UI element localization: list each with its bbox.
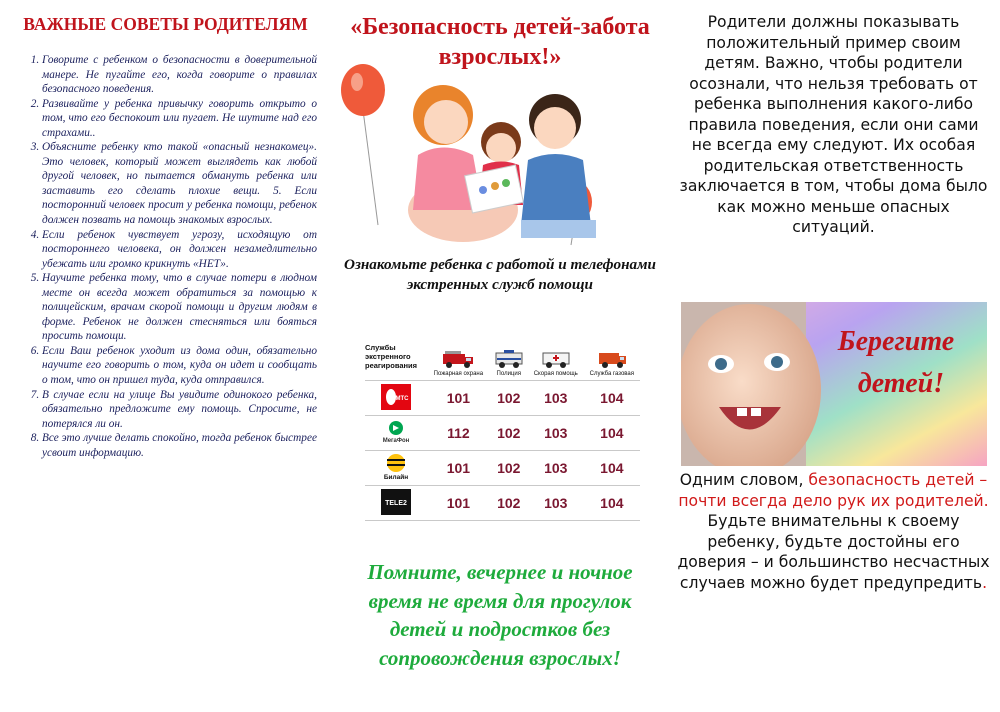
phone-number: 103 (528, 416, 584, 451)
column-header-fire: Пожарная охрана (427, 333, 490, 381)
column-header-police: Полиция (490, 333, 528, 381)
table-header-row (365, 333, 640, 381)
phone-number: 101 (427, 381, 490, 416)
tip-item: 4. Если ребенок чувствует угрозу, исходящую от постороннего человека, он должен незамедлительно убежать или громко крикнуть «НЕТ». (42, 228, 317, 272)
tips-title: ВАЖНЫЕ СОВЕТЫ РОДИТЕЛЯМ (23, 14, 308, 34)
svg-text:Билайн: Билайн (383, 473, 409, 481)
banner-line-2: детей! (857, 368, 945, 399)
phone-number: 112 (427, 416, 490, 451)
megafon-logo-icon (376, 419, 416, 445)
table-row (365, 486, 640, 521)
mts-logo-icon (381, 384, 411, 410)
family-illustration (333, 60, 667, 250)
right-column (667, 0, 1000, 712)
parents-example-text: Родители должны показывать положительный пример своим детям. Важно, чтобы родители осознали, что нельзя требовать от ребенка выполнения какого-либо правила поведения, если они сами не всегда ему следуют. Их особая родительская ответственность заключается в том, чтобы дома было как можно меньше опасных ситуаций. (679, 13, 988, 236)
left-column (0, 0, 333, 712)
tip-item: 6. Если Ваш ребенок уходит из дома один, обязательно научите его говорить о том, куда он идет и сообщать о том, что он пришел туда, куда отправился. (42, 344, 317, 388)
operator-tele2 (365, 486, 427, 521)
emergency-table (365, 333, 640, 521)
phone-number: 104 (584, 451, 640, 486)
column-header-gas: Служба газовая (584, 333, 640, 381)
evening-reminder: Помните, вечернее и ночное время не время для прогулок детей и подростков без сопровождения взрослых! (367, 560, 633, 670)
phone-number: 102 (490, 486, 528, 521)
tip-item: 2. Развивайте у ребенка привычку говорить открыто о том, что его беспокоит или пугает. Не шутите над его страхами.. (42, 97, 317, 141)
tip-item: 8. Все это лучше делать спокойно, тогда ребенок быстрее усвоит информацию. (42, 431, 317, 460)
tip-item: 5. Научите ребенка тому, что в случае потери в людном месте он всегда может обратиться за помощью к полицейским, врачам скорой помощи и другим людям в форме. Ребенок не должен стесняться или бояться просить помощи. (42, 271, 317, 344)
brochure-title: «Безопасность детей-забота взрослых!» (350, 14, 650, 70)
tele2-logo-icon (381, 489, 411, 515)
column-header-ambulance: Скорая помощь (528, 333, 584, 381)
operator-megafon (365, 416, 427, 451)
table-row (365, 451, 640, 486)
banner-line-1: Берегите (837, 326, 955, 357)
tip-item: 3. Объясните ребенку кто такой «опасный незнакомец». Это человек, который может выглядеть как любой другой человек, но пытается обмануть ребенка или заставить его сделать плохие вещи. 5. Если посторонний человек просит у ребенка помощи, ребенок должен позвать на помощь знакомых взрослых. (42, 140, 317, 227)
operator-mts (365, 381, 427, 416)
table-row (365, 381, 640, 416)
ambulance-icon (541, 349, 571, 369)
phone-number: 102 (490, 381, 528, 416)
phone-number: 102 (490, 416, 528, 451)
protect-children-banner (681, 302, 987, 466)
phone-number: 103 (528, 486, 584, 521)
beeline-logo-icon (376, 453, 416, 481)
phone-number: 104 (584, 486, 640, 521)
tips-list (14, 53, 317, 460)
conclusion-text: Одним словом, безопасность детей – почти всегда дело рук их родителей. Будьте внимательны к своему ребенку, будьте достойны его доверия – и большинство несчастных случаев можно будет предупредить. (677, 471, 990, 592)
phone-number: 104 (584, 416, 640, 451)
phone-number: 101 (427, 451, 490, 486)
police-car-icon (494, 349, 524, 369)
row-header: Службы экстренного реагирования (365, 333, 427, 381)
svg-text:МегаФон: МегаФон (382, 437, 410, 444)
phone-number: 104 (584, 381, 640, 416)
tip-item: 7. В случае если на улице Вы увидите одинокого ребенка, обязательно предложите ему помощь. Спросите, не потерялся ли он. (42, 388, 317, 432)
balloon-icon (341, 64, 385, 116)
services-heading: Ознакомьте ребенка с работой и телефонами экстренных служб помощи (343, 256, 656, 293)
svg-text:TELE2: TELE2 (385, 499, 407, 507)
phone-number: 102 (490, 451, 528, 486)
svg-text:МТС: МТС (395, 395, 409, 402)
middle-column (333, 0, 667, 712)
fire-truck-icon (442, 349, 474, 369)
phone-number: 101 (427, 486, 490, 521)
table-row (365, 416, 640, 451)
phone-number: 103 (528, 451, 584, 486)
tip-item: 1. Говорите с ребенком о безопасности в доверительной манере. Не пугайте его, когда говорите о правилах безопасного поведения. (42, 53, 317, 97)
operator-beeline (365, 451, 427, 486)
gas-service-truck-icon (597, 349, 627, 369)
conclusion-highlight: безопасность детей – почти всегда дело рук их родителей. (678, 471, 989, 510)
phone-number: 103 (528, 381, 584, 416)
